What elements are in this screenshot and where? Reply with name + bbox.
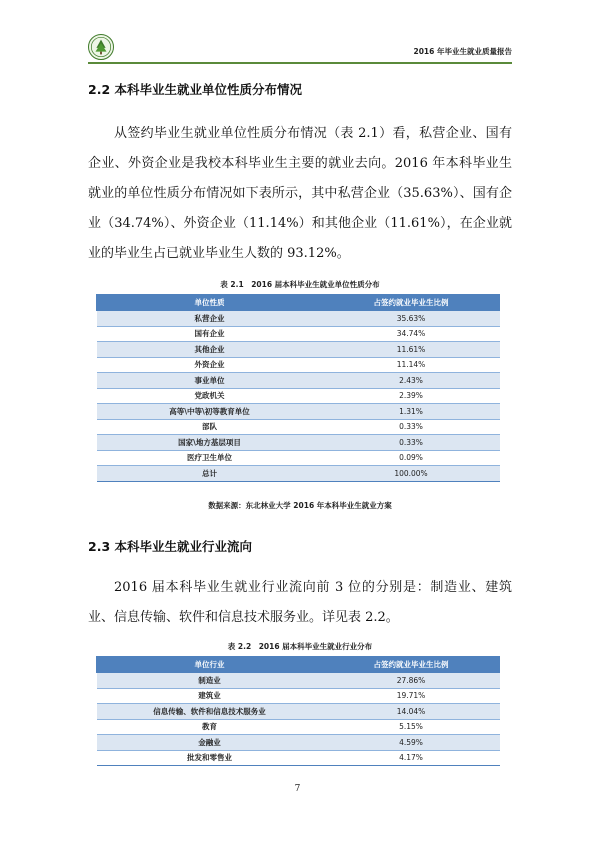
report-title: 2016 年毕业生就业质量报告	[413, 47, 512, 56]
row-label: 医疗卫生单位	[97, 450, 323, 466]
section-2-2-paragraph: 从签约毕业生就业单位性质分布情况（表 2.1）看，私营企业、国有企业、外资企业是我校本科毕业生主要的就业去向。2016 年本科毕业生就业的单位性质分布情况如下表所示，其中私营企业（35.63%）、国有企业（34.74%）、外资企业（11.14%）和其他企业（11.61%），在企业就业的毕业生占已就业毕业生人数的 93.12%。	[88, 126, 512, 261]
row-value: 14.04%	[323, 704, 500, 720]
row-value: 100.00%	[323, 466, 500, 482]
row-value: 11.61%	[323, 342, 500, 358]
table-row	[97, 373, 500, 389]
university-seal-icon	[88, 34, 114, 60]
column-header-ratio: 占签约就业毕业生比例	[323, 295, 500, 311]
table-2-2-caption: 表 2.2 2016 届本科毕业生就业行业分布	[227, 642, 373, 651]
row-label: 建筑业	[97, 688, 323, 704]
row-value: 19.71%	[323, 688, 500, 704]
table-row	[97, 388, 500, 404]
table-row	[97, 419, 500, 435]
row-value: 4.59%	[323, 735, 500, 751]
table-row	[97, 673, 500, 689]
table-row	[97, 688, 500, 704]
section-heading-2-2: 2.2 本科毕业生就业单位性质分布情况	[88, 82, 302, 97]
section-heading-2-3: 2.3 本科毕业生就业行业流向	[88, 539, 252, 554]
row-label: 教育	[97, 719, 323, 735]
row-value: 35.63%	[323, 311, 500, 327]
row-label: 党政机关	[97, 388, 323, 404]
table-row	[97, 326, 500, 342]
row-label: 信息传输、软件和信息技术服务业	[97, 704, 323, 720]
row-value: 34.74%	[323, 326, 500, 342]
page-number: 7	[294, 784, 301, 794]
row-value: 4.17%	[323, 750, 500, 766]
table-total-row	[97, 466, 500, 482]
table-row	[97, 750, 500, 766]
column-header-unit-type: 单位性质	[97, 295, 323, 311]
table-header-row	[97, 295, 500, 311]
row-label: 私营企业	[97, 311, 323, 327]
row-label: 事业单位	[97, 373, 323, 389]
row-label: 国家\地方基层项目	[97, 435, 323, 451]
table-row	[97, 719, 500, 735]
row-value: 27.86%	[323, 673, 500, 689]
table-row	[97, 435, 500, 451]
row-label: 金融业	[97, 735, 323, 751]
table-row	[97, 342, 500, 358]
row-value: 11.14%	[323, 357, 500, 373]
table-row	[97, 404, 500, 420]
page-header	[88, 34, 512, 64]
column-header-ratio: 占签约就业毕业生比例	[323, 657, 500, 673]
row-label: 外资企业	[97, 357, 323, 373]
row-value: 0.33%	[323, 435, 500, 451]
row-value: 2.39%	[323, 388, 500, 404]
row-label: 其他企业	[97, 342, 323, 358]
row-label: 批发和零售业	[97, 750, 323, 766]
column-header-industry: 单位行业	[97, 657, 323, 673]
table-row	[97, 704, 500, 720]
row-label: 部队	[97, 419, 323, 435]
table-2-1-source-note: 数据来源：东北林业大学 2016 年本科毕业生就业方案	[208, 501, 392, 510]
row-label: 国有企业	[97, 326, 323, 342]
table-2-1	[96, 294, 500, 482]
row-label: 制造业	[97, 673, 323, 689]
row-label: 高等\中等\初等教育单位	[97, 404, 323, 420]
table-row	[97, 311, 500, 327]
row-label: 总计	[97, 466, 323, 482]
table-row	[97, 450, 500, 466]
table-row	[97, 357, 500, 373]
section-2-3-paragraph: 2016 届本科毕业生就业行业流向前 3 位的分别是：制造业、建筑业、信息传输、软件和信息技术服务业。详见表 2.2。	[88, 580, 512, 625]
row-value: 0.33%	[323, 419, 500, 435]
table-2-2	[96, 656, 500, 766]
table-row	[97, 735, 500, 751]
row-value: 0.09%	[323, 450, 500, 466]
table-header-row	[97, 657, 500, 673]
row-value: 5.15%	[323, 719, 500, 735]
row-value: 2.43%	[323, 373, 500, 389]
table-2-1-caption: 表 2.1 2016 届本科毕业生就业单位性质分布	[220, 280, 380, 289]
row-value: 1.31%	[323, 404, 500, 420]
